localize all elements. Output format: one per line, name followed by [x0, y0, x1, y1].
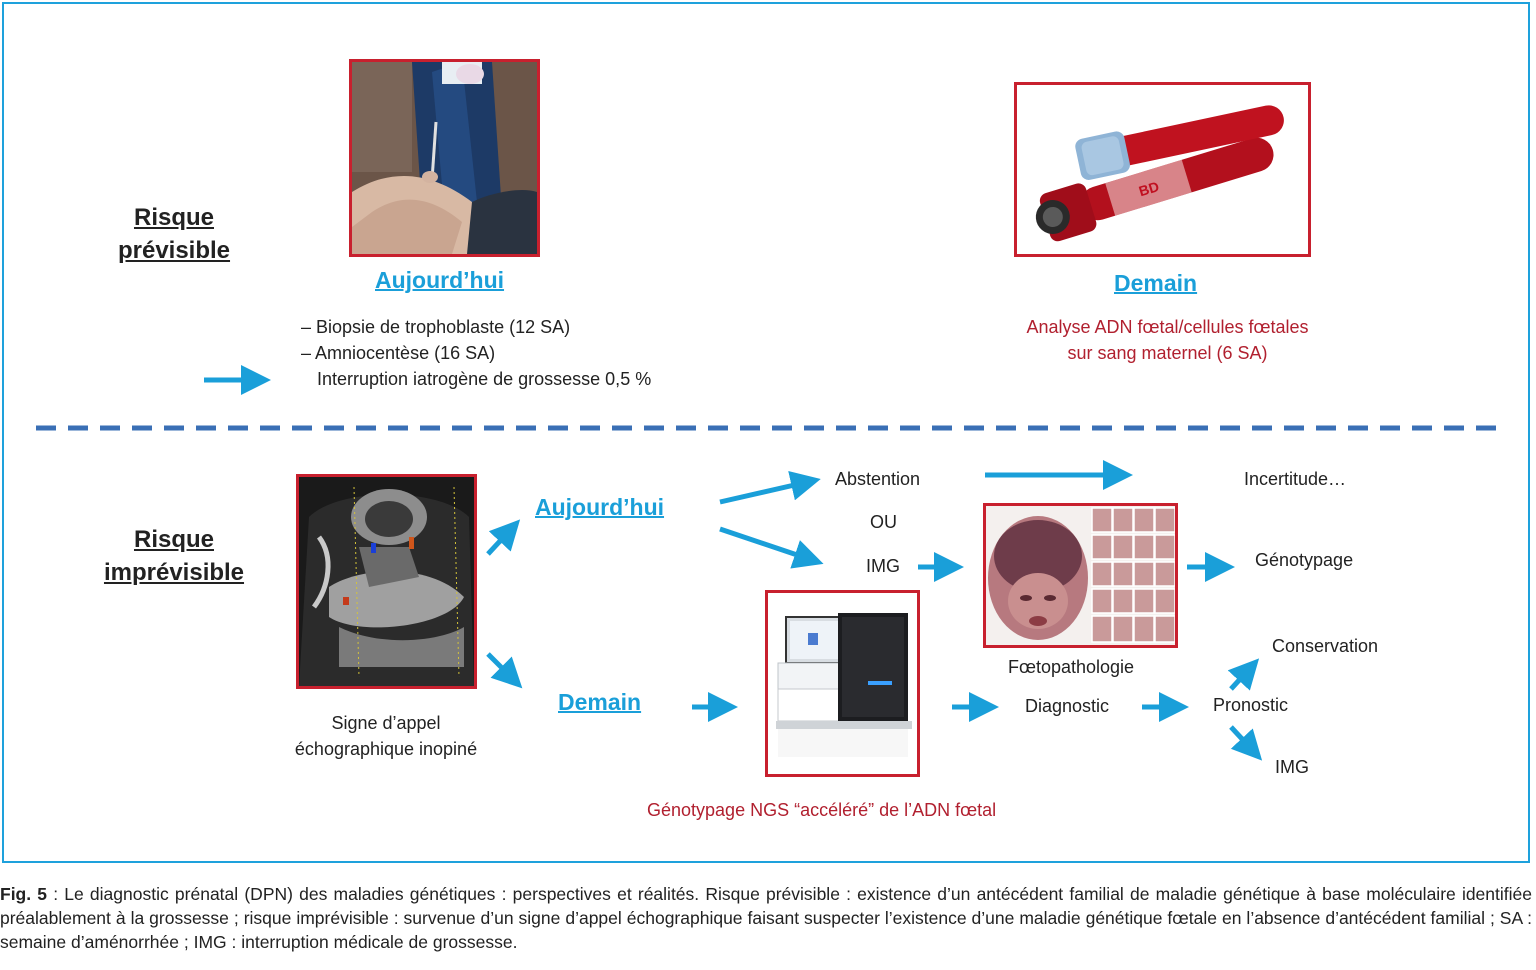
incertitude-label: Incertitude… — [1244, 469, 1347, 489]
img-bottom-label: IMG — [1275, 757, 1309, 777]
foetopathology-label: Fœtopathologie — [1008, 657, 1135, 677]
abstention-label: Abstention — [835, 469, 921, 489]
list-item: – Biopsie de trophoblaste (12 SA) — [301, 317, 571, 337]
conservation-label: Conservation — [1272, 636, 1379, 656]
genotypage-label: Génotypage — [1255, 550, 1354, 570]
list-item: Interruption iatrogène de grossesse 0,5 % — [317, 369, 652, 389]
arrow-today-to-abstention — [720, 481, 812, 502]
bottom-tomorrow-label: Demain — [558, 689, 642, 715]
list-item: – Amniocentèse (16 SA) — [301, 343, 496, 363]
arrow-pronostic-to-conservation — [1231, 665, 1253, 689]
figure-caption — [0, 882, 1532, 954]
risk-foreseeable-label: Risque prévisible — [117, 204, 231, 264]
arrow-pronostic-to-img — [1231, 727, 1256, 754]
or-label: OU — [870, 512, 897, 532]
risk-unforeseeable-label: Risque imprévisible — [103, 526, 245, 586]
img-top-label: IMG — [866, 556, 900, 576]
arrow-ultrasound-to-today — [488, 526, 514, 554]
top-today-label: Aujourd’hui — [375, 267, 505, 293]
arrow-ultrasound-to-tomorrow — [488, 654, 516, 682]
figure-number: Fig. 5 — [0, 884, 48, 904]
tube-label: BD — [1136, 178, 1161, 200]
diagnostic-label: Diagnostic — [1025, 696, 1110, 716]
pronostic-label: Pronostic — [1213, 695, 1289, 715]
arrow-today-to-img — [720, 529, 815, 561]
top-tomorrow-text: Analyse ADN fœtal/cellules fœtales sur sang maternel (6 SA) — [1026, 317, 1309, 363]
ultrasound-caption: Signe d’appel échographique inopiné — [294, 713, 478, 759]
ngs-caption: Génotypage NGS “accéléré” de l’ADN fœtal — [647, 800, 997, 820]
top-tomorrow-label: Demain — [1114, 270, 1198, 296]
caption-text: : Le diagnostic prénatal (DPN) des maladies génétiques : perspectives et réalités. Risque prévisible : existence d’un antécédent familial de maladie génétique à base moléculaire identifiée préalablement à la grossesse ; risque imprévisible : survenue d’un signe d’appel échographique faisant suspecter l’existence d’une maladie génétique fœtale en l’absence d’antécédent familial ; SA : semaine d’aménorrhée ; IMG : interruption médicale de grossesse. — [0, 884, 1532, 952]
bottom-today-label: Aujourd’hui — [535, 494, 665, 520]
